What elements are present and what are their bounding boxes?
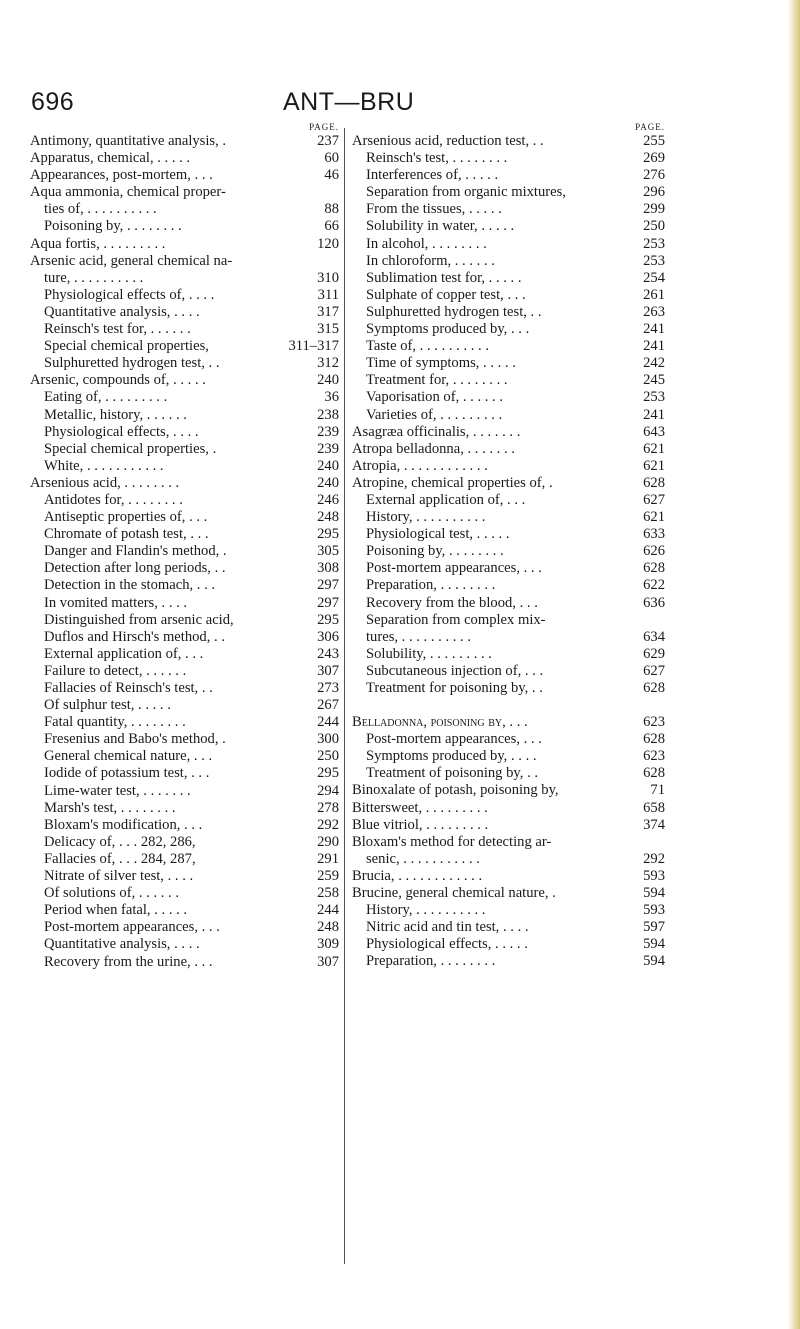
index-entry xyxy=(352,577,665,594)
entry-text: Eating of, . . . . . . . . . xyxy=(44,389,168,406)
entry-page-number: 597 xyxy=(640,919,665,936)
entry-page-number: 307 xyxy=(314,954,339,971)
index-entry xyxy=(30,424,339,441)
entry-page-number: 253 xyxy=(640,389,665,406)
index-entry xyxy=(352,868,665,885)
index-entry xyxy=(352,321,665,338)
index-entry xyxy=(352,714,665,731)
entry-page-number: 306 xyxy=(314,629,339,646)
index-entry xyxy=(30,218,339,235)
index-entry xyxy=(352,167,665,184)
index-entry xyxy=(30,201,339,218)
entry-page-number: 297 xyxy=(314,595,339,612)
entry-text: In alcohol, . . . . . . . . xyxy=(366,235,487,252)
entry-page-number: 628 xyxy=(640,560,665,577)
right-entries xyxy=(352,133,665,971)
entry-page-number: 248 xyxy=(314,919,339,936)
entry-text: Vaporisation of, . . . . . . xyxy=(366,389,504,406)
index-entry xyxy=(30,270,339,287)
index-entry xyxy=(352,133,665,150)
entry-text: Solubility, . . . . . . . . . xyxy=(366,645,492,662)
entry-page-number: 296 xyxy=(640,184,665,201)
entry-page-number: 240 xyxy=(314,372,339,389)
index-entry xyxy=(352,612,665,629)
entry-text: Recovery from the blood, . . . xyxy=(366,594,538,611)
index-entry xyxy=(30,321,339,338)
entry-page-number: 621 xyxy=(640,509,665,526)
entry-page-number: 628 xyxy=(640,475,665,492)
index-entry xyxy=(352,782,665,799)
entry-text: Physiological effects, . . . . . xyxy=(366,936,528,953)
index-entry xyxy=(30,817,339,834)
entry-text: Post-mortem appearances, . . . xyxy=(44,919,220,936)
entry-text: senic, . . . . . . . . . . . xyxy=(366,850,480,867)
entry-text: Bloxam's method for detecting ar- xyxy=(352,833,552,850)
entry-text: Failure to detect, . . . . . . xyxy=(44,662,187,679)
entry-text: Aqua ammonia, chemical proper- xyxy=(30,184,226,201)
entry-page-number: 259 xyxy=(314,868,339,885)
entry-text: Fresenius and Babo's method, . xyxy=(44,731,226,748)
entry-page-number: 36 xyxy=(321,389,339,406)
entry-text: Sublimation test for, . . . . . xyxy=(366,269,522,286)
entry-page-number: 246 xyxy=(314,492,339,509)
entry-page-number: 626 xyxy=(640,543,665,560)
entry-text: In vomited matters, . . . . xyxy=(44,594,188,611)
index-entry xyxy=(352,287,665,304)
index-entry xyxy=(352,509,665,526)
entry-page-number: 621 xyxy=(640,458,665,475)
entry-page-number: 261 xyxy=(640,287,665,304)
entry-page-number: 628 xyxy=(640,680,665,697)
entry-page-number: 633 xyxy=(640,526,665,543)
entry-text: Arsenious acid, . . . . . . . . xyxy=(30,474,180,491)
entry-text: Varieties of, . . . . . . . . . xyxy=(366,406,503,423)
index-entry xyxy=(352,851,665,868)
index-entry xyxy=(352,629,665,646)
index-entry xyxy=(30,236,339,253)
entry-text: Arsenic acid, general chemical na- xyxy=(30,252,233,269)
entry-page-number: 267 xyxy=(314,697,339,714)
entry-page-number: 71 xyxy=(647,782,665,799)
entry-text: Chromate of potash test, . . . xyxy=(44,526,209,543)
entry-page-number: 241 xyxy=(640,338,665,355)
entry-text: History, . . . . . . . . . . xyxy=(366,902,486,919)
index-entry xyxy=(30,338,339,355)
index-entry xyxy=(30,851,339,868)
index-entry xyxy=(352,389,665,406)
index-entry xyxy=(352,253,665,270)
entry-page-number: 634 xyxy=(640,629,665,646)
entry-page-number: 258 xyxy=(314,885,339,902)
entry-text: History, . . . . . . . . . . xyxy=(366,509,486,526)
entry-page-number: 243 xyxy=(314,646,339,663)
entry-page-number: 244 xyxy=(314,714,339,731)
index-entry xyxy=(30,253,339,270)
entry-text: Subcutaneous injection of, . . . xyxy=(366,662,544,679)
index-entry xyxy=(30,936,339,953)
entry-page-number: 297 xyxy=(314,577,339,594)
entry-page-number: 594 xyxy=(640,885,665,902)
index-entry xyxy=(352,184,665,201)
index-entry xyxy=(30,560,339,577)
entry-text: Asagræa officinalis, . . . . . . . xyxy=(352,423,521,440)
entry-page-number: 241 xyxy=(640,321,665,338)
entry-text: Treatment of poisoning by, . . xyxy=(366,765,539,782)
entry-page-number: 276 xyxy=(640,167,665,184)
entry-page-number: 594 xyxy=(640,953,665,970)
entry-text: Nitric acid and tin test, . . . . xyxy=(366,919,529,936)
entry-text: Post-mortem appearances, . . . xyxy=(366,731,542,748)
entry-text: Quantitative analysis, . . . . xyxy=(44,303,200,320)
index-entry xyxy=(30,133,339,150)
entry-page-number: 46 xyxy=(321,167,339,184)
index-entry xyxy=(30,629,339,646)
entry-text: Distinguished from arsenic acid, xyxy=(44,611,234,628)
index-entry xyxy=(352,355,665,372)
entry-text: Apparatus, chemical, . . . . . xyxy=(30,150,191,167)
index-entry xyxy=(30,783,339,800)
entry-page-number: 295 xyxy=(314,765,339,782)
index-entry xyxy=(30,868,339,885)
entry-text: Brucia, . . . . . . . . . . . . xyxy=(352,867,483,884)
entry-text: Atropa belladonna, . . . . . . . xyxy=(352,440,515,457)
entry-page-number: 245 xyxy=(640,372,665,389)
entry-page-number: 253 xyxy=(640,236,665,253)
entry-text: ties of, . . . . . . . . . . xyxy=(44,201,157,218)
index-entry xyxy=(30,407,339,424)
entry-page-number: 239 xyxy=(314,424,339,441)
entry-text: Belladonna, poisoning by, . . . xyxy=(352,714,528,731)
index-entry xyxy=(352,236,665,253)
entry-text: Reinsch's test for, . . . . . . xyxy=(44,321,191,338)
entry-page-number: 621 xyxy=(640,441,665,458)
entry-text: Antidotes for, . . . . . . . . xyxy=(44,491,183,508)
entry-page-number: 623 xyxy=(640,714,665,731)
entry-page-number: 317 xyxy=(314,304,339,321)
entry-text: Treatment for, . . . . . . . . xyxy=(366,372,508,389)
page-column-label: PAGE. xyxy=(635,122,665,132)
entry-text: Taste of, . . . . . . . . . . xyxy=(366,338,490,355)
entry-text: Physiological effects, . . . . xyxy=(44,423,199,440)
index-entry xyxy=(30,902,339,919)
entry-text: Separation from complex mix- xyxy=(366,611,546,628)
section-gap xyxy=(352,697,665,714)
index-entry xyxy=(30,885,339,902)
entry-text: Of sulphur test, . . . . . xyxy=(44,697,171,714)
column-divider xyxy=(344,128,345,1264)
index-entry xyxy=(30,612,339,629)
index-entry xyxy=(352,338,665,355)
entry-text: Special chemical properties, . xyxy=(44,440,217,457)
entry-text: Aqua fortis, . . . . . . . . . xyxy=(30,235,166,252)
entry-page-number: 60 xyxy=(321,150,339,167)
entry-page-number: 244 xyxy=(314,902,339,919)
index-entry xyxy=(352,526,665,543)
entry-text: Sulphuretted hydrogen test, . . xyxy=(366,303,542,320)
entry-text: Period when fatal, . . . . . xyxy=(44,902,188,919)
index-entry xyxy=(30,595,339,612)
entry-page-number: 250 xyxy=(640,218,665,235)
index-entry xyxy=(30,577,339,594)
index-entry xyxy=(30,714,339,731)
entry-text: Lime-water test, . . . . . . . xyxy=(44,782,191,799)
index-entry xyxy=(352,595,665,612)
entry-page-number: 255 xyxy=(640,133,665,150)
entry-text: Delicacy of, . . . 282, 286, xyxy=(44,833,196,850)
entry-page-number: 307 xyxy=(314,663,339,680)
entry-text: Physiological test, . . . . . xyxy=(366,526,510,543)
entry-text: Nitrate of silver test, . . . . xyxy=(44,868,194,885)
index-column-right xyxy=(352,122,665,971)
index-entry xyxy=(352,885,665,902)
entry-page-number: 628 xyxy=(640,731,665,748)
index-entry xyxy=(30,492,339,509)
page-column-label: PAGE. xyxy=(309,122,339,132)
entry-page-number: 658 xyxy=(640,800,665,817)
entry-page-number: 292 xyxy=(640,851,665,868)
entry-page-number: 627 xyxy=(640,492,665,509)
entry-text: In chloroform, . . . . . . xyxy=(366,252,495,269)
index-entry xyxy=(352,919,665,936)
entry-page-number: 629 xyxy=(640,646,665,663)
index-entry xyxy=(30,355,339,372)
index-entry xyxy=(30,475,339,492)
index-entry xyxy=(352,680,665,697)
entry-page-number: 240 xyxy=(314,475,339,492)
entry-text: Post-mortem appearances, . . . xyxy=(366,560,542,577)
entry-page-number: 120 xyxy=(314,236,339,253)
entry-text: Sulphate of copper test, . . . xyxy=(366,286,526,303)
entry-page-number: 305 xyxy=(314,543,339,560)
index-entry xyxy=(352,748,665,765)
entry-text: Duflos and Hirsch's method, . . xyxy=(44,628,225,645)
entry-page-number: 273 xyxy=(314,680,339,697)
entry-text: Arsenic, compounds of, . . . . . xyxy=(30,372,206,389)
entry-page-number: 622 xyxy=(640,577,665,594)
entry-text: Appearances, post-mortem, . . . xyxy=(30,167,213,184)
index-entry xyxy=(352,800,665,817)
index-entry xyxy=(352,492,665,509)
entry-page-number: 240 xyxy=(314,458,339,475)
entry-text: Symptoms produced by, . . . . xyxy=(366,748,537,765)
entry-page-number: 312 xyxy=(314,355,339,372)
entry-text: Detection in the stomach, . . . xyxy=(44,577,216,594)
entry-text: Arsenious acid, reduction test, . . xyxy=(352,133,544,149)
index-entry xyxy=(30,663,339,680)
entry-text: Bloxam's modification, . . . xyxy=(44,816,203,833)
index-entry xyxy=(30,697,339,714)
entry-page-number: 308 xyxy=(314,560,339,577)
entry-text: Of solutions of, . . . . . . xyxy=(44,885,179,902)
index-entry xyxy=(30,458,339,475)
entry-text: Time of symptoms, . . . . . xyxy=(366,355,516,372)
index-entry xyxy=(30,765,339,782)
index-entry xyxy=(352,560,665,577)
entry-text: Brucine, general chemical nature, . xyxy=(352,885,556,902)
entry-text: Treatment for poisoning by, . . xyxy=(366,680,543,696)
entry-page-number: 636 xyxy=(640,595,665,612)
entry-text: External application of, . . . xyxy=(366,491,526,508)
index-entry xyxy=(30,441,339,458)
index-entry xyxy=(352,953,665,970)
entry-page-number: 66 xyxy=(321,218,339,235)
page-number: 696 xyxy=(31,88,75,116)
index-entry xyxy=(352,458,665,475)
entry-text: ture, . . . . . . . . . . xyxy=(44,269,144,286)
index-entry xyxy=(352,765,665,782)
entry-page-number: 643 xyxy=(640,424,665,441)
entry-page-number: 250 xyxy=(314,748,339,765)
entry-page-number: 292 xyxy=(314,817,339,834)
entry-text: Iodide of potassium test, . . . xyxy=(44,765,210,782)
index-entry xyxy=(30,731,339,748)
entry-page-number: 315 xyxy=(314,321,339,338)
entry-text: tures, . . . . . . . . . . xyxy=(366,628,471,645)
entry-page-number: 628 xyxy=(640,765,665,782)
index-entry xyxy=(30,748,339,765)
entry-text: Metallic, history, . . . . . . xyxy=(44,406,187,423)
entry-text: Marsh's test, . . . . . . . . xyxy=(44,799,176,816)
index-entry xyxy=(352,150,665,167)
index-entry xyxy=(352,304,665,321)
index-entry xyxy=(352,407,665,424)
index-entry xyxy=(352,201,665,218)
entry-text: Separation from organic mixtures, xyxy=(366,184,566,201)
entry-page-number: 295 xyxy=(314,612,339,629)
entry-text: Danger and Flandin's method, . xyxy=(44,543,227,560)
entry-page-number: 374 xyxy=(640,817,665,834)
entry-text: Preparation, . . . . . . . . xyxy=(366,953,496,970)
index-entry xyxy=(352,270,665,287)
index-entry xyxy=(352,218,665,235)
entry-text: External application of, . . . xyxy=(44,645,204,662)
entry-page-number: 239 xyxy=(314,441,339,458)
entry-text: Bittersweet, . . . . . . . . . xyxy=(352,799,488,816)
entry-text: Recovery from the urine, . . . xyxy=(44,953,213,970)
index-entry xyxy=(30,919,339,936)
entry-text: Blue vitriol, . . . . . . . . . xyxy=(352,816,489,833)
index-entry xyxy=(352,646,665,663)
entry-text: Fallacies of Reinsch's test, . . xyxy=(44,680,213,696)
entry-page-number: 309 xyxy=(314,936,339,953)
index-entry xyxy=(30,167,339,184)
entry-page-number: 278 xyxy=(314,800,339,817)
entry-page-number: 593 xyxy=(640,868,665,885)
index-entry xyxy=(30,287,339,304)
index-entry xyxy=(352,543,665,560)
entry-text: Poisoning by, . . . . . . . . xyxy=(366,543,504,560)
index-entry xyxy=(30,800,339,817)
index-entry xyxy=(352,902,665,919)
entry-text: Atropine, chemical properties of, . xyxy=(352,474,553,491)
entry-page-number: 291 xyxy=(314,851,339,868)
running-head: ANT—BRU xyxy=(283,88,415,116)
entry-page-number: 623 xyxy=(640,748,665,765)
entry-text: Symptoms produced by, . . . xyxy=(366,321,530,338)
index-column-left xyxy=(30,122,339,971)
index-entry xyxy=(30,509,339,526)
entry-text: White, . . . . . . . . . . . xyxy=(44,457,164,474)
entry-page-number: 593 xyxy=(640,902,665,919)
entry-page-number: 248 xyxy=(314,509,339,526)
entry-text: Binoxalate of potash, poisoning by, xyxy=(352,782,559,799)
index-entry xyxy=(30,372,339,389)
index-entry xyxy=(30,150,339,167)
index-entry xyxy=(352,475,665,492)
entry-page-number: 290 xyxy=(314,834,339,851)
index-entry xyxy=(30,304,339,321)
page-edge xyxy=(788,0,800,1329)
entry-text: Quantitative analysis, . . . . xyxy=(44,936,200,953)
index-entry xyxy=(30,389,339,406)
entry-page-number: 299 xyxy=(640,201,665,218)
index-entry xyxy=(352,441,665,458)
entry-page-number: 237 xyxy=(314,133,339,150)
entry-page-number: 238 xyxy=(314,407,339,424)
entry-page-number: 295 xyxy=(314,526,339,543)
entry-page-number: 242 xyxy=(640,355,665,372)
entry-text: Antimony, quantitative analysis, . xyxy=(30,133,227,149)
entry-page-number: 310 xyxy=(314,270,339,287)
entry-page-number: 254 xyxy=(640,270,665,287)
entry-text: Poisoning by, . . . . . . . . xyxy=(44,218,182,235)
index-entry xyxy=(352,663,665,680)
entry-text: From the tissues, . . . . . xyxy=(366,201,502,218)
entry-text: General chemical nature, . . . xyxy=(44,748,213,765)
entry-page-number: 253 xyxy=(640,253,665,270)
index-entry xyxy=(30,184,339,201)
entry-text: Preparation, . . . . . . . . xyxy=(366,577,496,594)
entry-page-number: 311–317 xyxy=(285,338,339,355)
entry-page-number: 263 xyxy=(640,304,665,321)
entry-text: Interferences of, . . . . . xyxy=(366,167,499,184)
entry-text: Special chemical properties, xyxy=(44,338,209,355)
entry-page-number: 594 xyxy=(640,936,665,953)
index-entry xyxy=(30,680,339,697)
entry-text: Physiological effects of, . . . . xyxy=(44,286,215,303)
entry-text: Sulphuretted hydrogen test, . . xyxy=(44,355,220,372)
entry-text: Detection after long periods, . . xyxy=(44,560,226,577)
index-entry xyxy=(30,526,339,543)
entry-text: Fallacies of, . . . 284, 287, xyxy=(44,850,196,867)
index-entry xyxy=(30,543,339,560)
index-entry xyxy=(352,372,665,389)
entry-page-number: 300 xyxy=(314,731,339,748)
index-entry xyxy=(352,424,665,441)
entry-text: Solubility in water, . . . . . xyxy=(366,218,515,235)
entry-page-number: 241 xyxy=(640,407,665,424)
index-entry xyxy=(352,731,665,748)
left-entries xyxy=(30,133,339,971)
entry-text: Fatal quantity, . . . . . . . . xyxy=(44,714,186,731)
index-entry xyxy=(30,834,339,851)
entry-text: Antiseptic properties of, . . . xyxy=(44,509,208,526)
index-entry xyxy=(30,646,339,663)
entry-text: Atropia, . . . . . . . . . . . . xyxy=(352,457,488,474)
index-entry xyxy=(30,954,339,971)
index-entry xyxy=(352,936,665,953)
entry-page-number: 294 xyxy=(314,783,339,800)
entry-page-number: 311 xyxy=(315,287,339,304)
entry-page-number: 269 xyxy=(640,150,665,167)
entry-page-number: 627 xyxy=(640,663,665,680)
entry-text: Reinsch's test, . . . . . . . . xyxy=(366,150,508,167)
index-entry xyxy=(352,817,665,834)
entry-page-number: 88 xyxy=(321,201,339,218)
index-entry xyxy=(352,834,665,851)
